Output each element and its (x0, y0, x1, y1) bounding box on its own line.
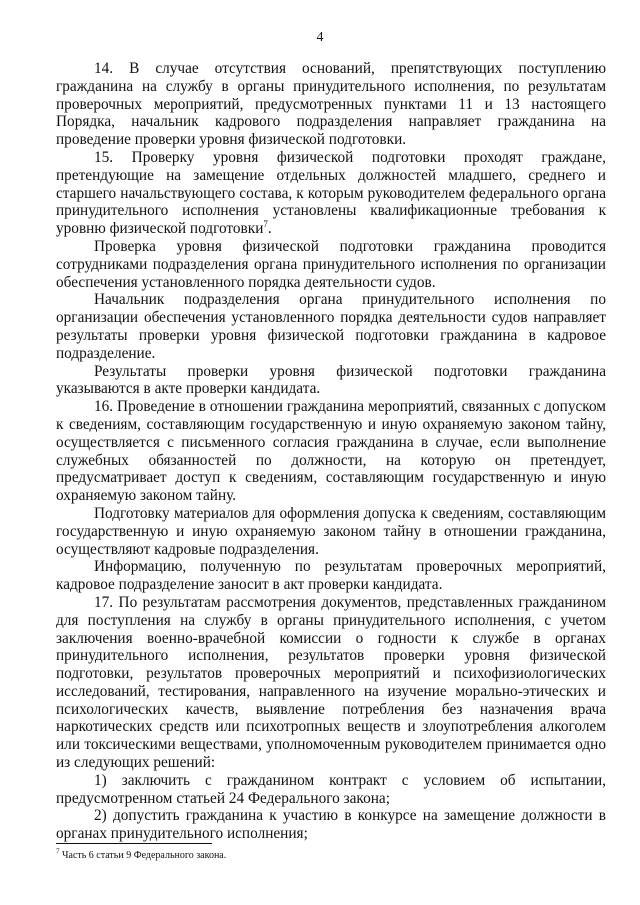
document-body (56, 60, 606, 843)
footnote-marker: 7 (56, 847, 60, 856)
paragraph-15-head: Начальник подразделения органа принудительного исполнения по организации обеспечения установленного порядка деятельности судов направляет результаты проверки уровня физической подготовки гражданина в кадровое подразделение. (56, 291, 606, 362)
paragraph-17: 17. По результатам рассмотрения документов, представленных гражданином для поступления на службу в органы принудительного исполнения, с учетом заключения военно-врачебной комиссии о годности к службе в органах принудительного исполнения, результатов проверки уровня физической подготовки, результатов проверочных мероприятий и психофизиологических исследований, тестирования, направленного на изучение морально-этических и психологических качеств, выявление потребления без назначения врача наркотических средств или психотропных веществ и злоупотребления алкоголем или токсическими веществами, уполномоченным руководителем принимается одно из следующих решений: (56, 593, 606, 772)
page-number: 4 (316, 30, 324, 45)
paragraph-16-materials: Подготовку материалов для оформления допуска к сведениям, составляющим государственную и иную охраняемую законом тайну в отношении гражданина, осуществляют кадровые подразделения. (56, 504, 606, 558)
paragraph-16-information: Информацию, полученную по результатам проверочных мероприятий, кадровое подразделение заносит в акт проверки кандидата. (56, 558, 606, 594)
paragraph-15-results: Результаты проверки уровня физической подготовки гражданина указываются в акте проверки кандидата. (56, 362, 606, 398)
list-item-1: 1) заключить с гражданином контракт с условием об испытании, предусмотренном статьей 24 Федерального закона; (56, 771, 606, 807)
paragraph-15-check: Проверка уровня физической подготовки гражданина проводится сотрудниками подразделения органа принудительного исполнения по организации обеспечения установленного порядка деятельности судов. (56, 237, 606, 291)
list-item-2: 2) допустить гражданина к участию в конкурсе на замещение должности в органах принудительного исполнения; (56, 807, 606, 843)
footnote-divider (56, 843, 212, 844)
footnote-text: Часть 6 статьи 9 Федерального закона. (59, 850, 227, 861)
paragraph-16: 16. Проведение в отношении гражданина мероприятий, связанных с допуском к сведениям, составляющим государственную и иную охраняемую законом тайну, осуществляется с письменного согласия гражданина в случае, если выполнение служебных обязанностей по должности, на которую он претендует, предусматривает доступ к сведениям, составляющим государственную и иную охраняемую законом тайну. (56, 398, 606, 505)
footnote (56, 849, 606, 862)
paragraph-14: 14. В случае отсутствия оснований, препятствующих поступлению гражданина на службу в органы принудительного исполнения, по результатам проверочных мероприятий, предусмотренных пунктами 11 и 13 настоящего Порядка, начальник кадрового подразделения направляет гражданина на проведение проверки уровня физической подготовки. (56, 60, 606, 149)
paragraph-15-end: . (267, 220, 272, 238)
footnote-reference: 7 (263, 219, 268, 230)
paragraph-15 (56, 149, 606, 238)
paragraph-15-text: 15. Проверку уровня физической подготовки проходят граждане, претендующие на замещение отдельных должностей младшего, среднего и старшего начальствующего состава, к которым руководителем федерального органа принудительного исполнения установлены квалификационные требования к уровню физической подготовки (56, 148, 606, 238)
